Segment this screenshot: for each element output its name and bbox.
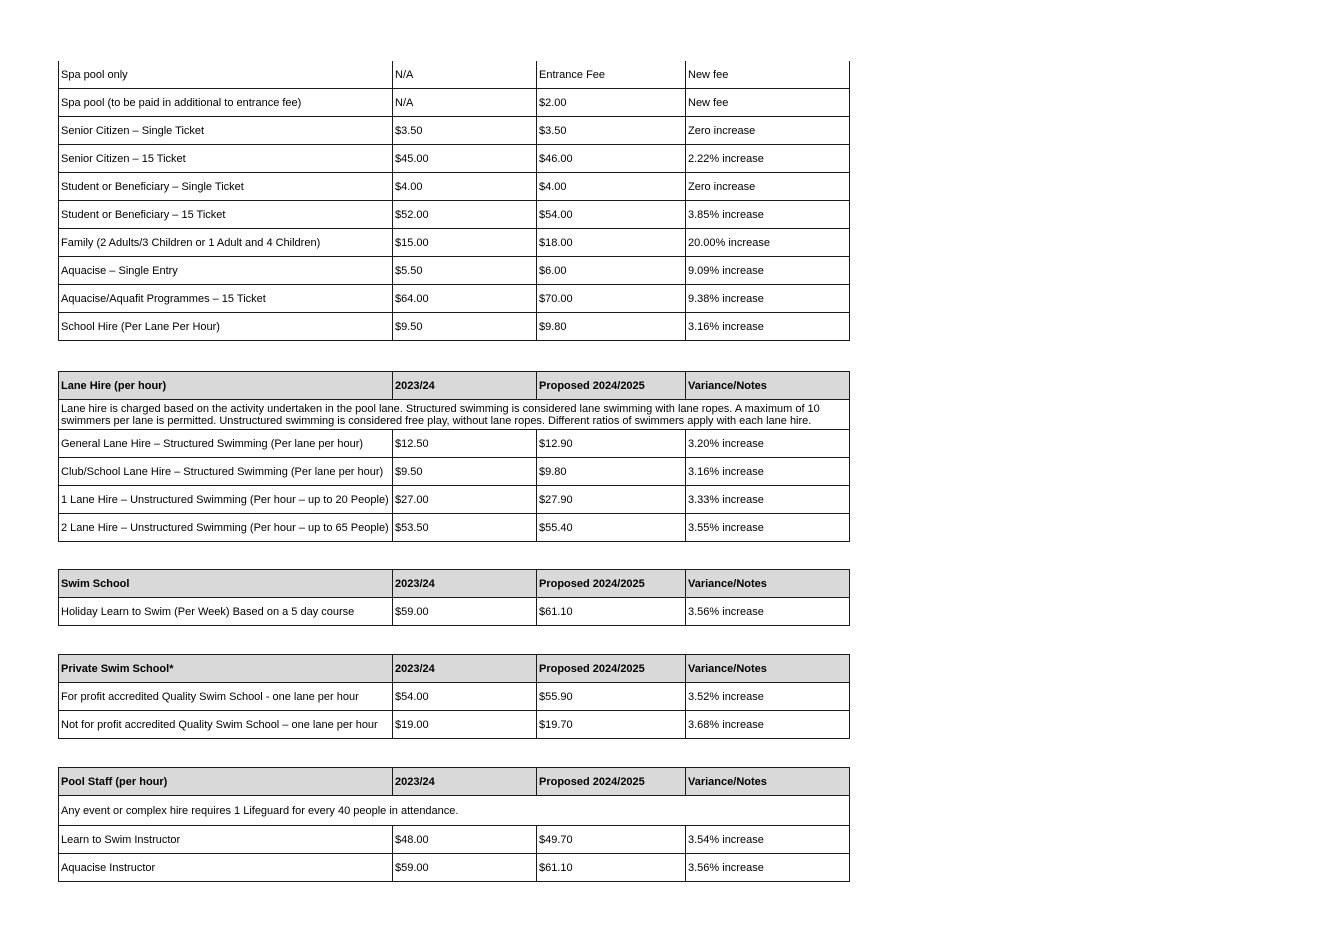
cell-variance: 3.68% increase [686,711,850,739]
table-row [59,458,850,486]
header-cell-item: Swim School [59,570,393,598]
cell-price-proposed: $4.00 [537,173,686,201]
cell-price-proposed: $2.00 [537,89,686,117]
cell-item: Learn to Swim Instructor [59,826,393,854]
table-row [59,598,850,626]
cell-item: Senior Citizen – 15 Ticket [59,145,393,173]
cell-price-proposed: $61.10 [537,854,686,882]
header-cell-variance: Variance/Notes [686,655,850,683]
cell-price-2023-24: $9.50 [393,458,537,486]
cell-variance: 9.38% increase [686,285,850,313]
cell-price-2023-24: $9.50 [393,313,537,341]
cell-variance: New fee [686,89,850,117]
cell-item: Aquacise – Single Entry [59,257,393,285]
header-cell-variance: Variance/Notes [686,768,850,796]
table-row [59,61,850,89]
cell-price-proposed: $49.70 [537,826,686,854]
header-cell-price-proposed: Proposed 2024/2025 [537,570,686,598]
pool-staff-table [58,767,850,882]
cell-variance: Zero increase [686,117,850,145]
cell-price-2023-24: $59.00 [393,854,537,882]
header-cell-item: Lane Hire (per hour) [59,372,393,400]
table-row [59,313,850,341]
cell-item: School Hire (Per Lane Per Hour) [59,313,393,341]
table-header-row [59,372,850,400]
cell-item: 2 Lane Hire – Unstructured Swimming (Per hour – up to 65 People) [59,514,393,542]
cell-variance: 3.52% increase [686,683,850,711]
cell-price-2023-24: $19.00 [393,711,537,739]
table-row [59,854,850,882]
table-row [59,117,850,145]
table-row [59,711,850,739]
cell-price-proposed: $19.70 [537,711,686,739]
header-cell-item: Private Swim School* [59,655,393,683]
cell-price-proposed: $12.90 [537,430,686,458]
header-cell-price-proposed: Proposed 2024/2025 [537,768,686,796]
cell-price-2023-24: $48.00 [393,826,537,854]
cell-variance: 3.56% increase [686,598,850,626]
cell-item: Student or Beneficiary – 15 Ticket [59,201,393,229]
cell-price-2023-24: $53.50 [393,514,537,542]
cell-price-proposed: $3.50 [537,117,686,145]
cell-price-proposed: $61.10 [537,598,686,626]
cell-price-2023-24: $27.00 [393,486,537,514]
cell-price-proposed: $18.00 [537,229,686,257]
cell-item: Aquacise/Aquafit Programmes – 15 Ticket [59,285,393,313]
cell-variance: 3.33% increase [686,486,850,514]
table-header-row [59,570,850,598]
header-cell-variance: Variance/Notes [686,372,850,400]
swim-school-table [58,569,850,626]
table-row [59,201,850,229]
cell-variance: 3.56% increase [686,854,850,882]
cell-price-proposed: $55.40 [537,514,686,542]
table-row [59,683,850,711]
cell-variance: 3.16% increase [686,458,850,486]
cell-variance: 3.16% increase [686,313,850,341]
cell-variance: 9.09% increase [686,257,850,285]
table-row [59,145,850,173]
cell-item: Aquacise Instructor [59,854,393,882]
cell-item: Spa pool only [59,61,393,89]
cell-item: Senior Citizen – Single Ticket [59,117,393,145]
cell-item: 1 Lane Hire – Unstructured Swimming (Per hour – up to 20 People) [59,486,393,514]
table-row [59,514,850,542]
cell-variance: New fee [686,61,850,89]
cell-variance: 3.55% increase [686,514,850,542]
table-row [59,486,850,514]
table-note-row [59,400,850,430]
cell-price-2023-24: $45.00 [393,145,537,173]
cell-price-proposed: $9.80 [537,313,686,341]
cell-variance: 3.85% increase [686,201,850,229]
entry-fees-table [58,61,850,341]
header-cell-price-2023-24: 2023/24 [393,655,537,683]
cell-price-2023-24: $64.00 [393,285,537,313]
table-row [59,285,850,313]
table-row [59,229,850,257]
header-cell-price-2023-24: 2023/24 [393,768,537,796]
table-row [59,89,850,117]
cell-price-2023-24: $54.00 [393,683,537,711]
table-header-row [59,655,850,683]
header-cell-price-proposed: Proposed 2024/2025 [537,655,686,683]
header-cell-variance: Variance/Notes [686,570,850,598]
cell-price-proposed: $9.80 [537,458,686,486]
cell-item: Spa pool (to be paid in additional to entrance fee) [59,89,393,117]
table-row [59,826,850,854]
header-cell-price-2023-24: 2023/24 [393,570,537,598]
cell-variance: 3.20% increase [686,430,850,458]
cell-price-2023-24: $12.50 [393,430,537,458]
private-swim-school-table [58,654,850,739]
table-row [59,257,850,285]
cell-item: Family (2 Adults/3 Children or 1 Adult and 4 Children) [59,229,393,257]
cell-price-2023-24: $15.00 [393,229,537,257]
cell-variance: 20.00% increase [686,229,850,257]
header-cell-item: Pool Staff (per hour) [59,768,393,796]
cell-variance: 2.22% increase [686,145,850,173]
lane-hire-table [58,371,850,542]
cell-price-proposed: $54.00 [537,201,686,229]
cell-price-proposed: $46.00 [537,145,686,173]
header-cell-price-2023-24: 2023/24 [393,372,537,400]
cell-item: Student or Beneficiary – Single Ticket [59,173,393,201]
cell-item: Holiday Learn to Swim (Per Week) Based on a 5 day course [59,598,393,626]
cell-price-proposed: $55.90 [537,683,686,711]
cell-price-2023-24: $4.00 [393,173,537,201]
table-row [59,430,850,458]
cell-price-2023-24: $52.00 [393,201,537,229]
cell-item: General Lane Hire – Structured Swimming (Per lane per hour) [59,430,393,458]
cell-price-proposed: Entrance Fee [537,61,686,89]
cell-item: Not for profit accredited Quality Swim School – one lane per hour [59,711,393,739]
table-header-row [59,768,850,796]
table-note: Lane hire is charged based on the activity undertaken in the pool lane. Structured swimming is considered lane swimming with lane ropes. A maximum of 10 swimmers per lane is permitted. Unstructured swimming is considered free play, without lane ropes. Different ratios of swimmers apply with each lane hire. [59,400,850,430]
cell-price-proposed: $6.00 [537,257,686,285]
table-note: Any event or complex hire requires 1 Lifeguard for every 40 people in attendance. [59,796,850,826]
cell-price-2023-24: N/A [393,89,537,117]
cell-item: Club/School Lane Hire – Structured Swimming (Per lane per hour) [59,458,393,486]
header-cell-price-proposed: Proposed 2024/2025 [537,372,686,400]
cell-price-proposed: $27.90 [537,486,686,514]
table-note-row [59,796,850,826]
cell-price-2023-24: $3.50 [393,117,537,145]
table-row [59,173,850,201]
cell-price-proposed: $70.00 [537,285,686,313]
cell-price-2023-24: $59.00 [393,598,537,626]
cell-variance: Zero increase [686,173,850,201]
cell-variance: 3.54% increase [686,826,850,854]
cell-price-2023-24: $5.50 [393,257,537,285]
cell-item: For profit accredited Quality Swim School - one lane per hour [59,683,393,711]
cell-price-2023-24: N/A [393,61,537,89]
